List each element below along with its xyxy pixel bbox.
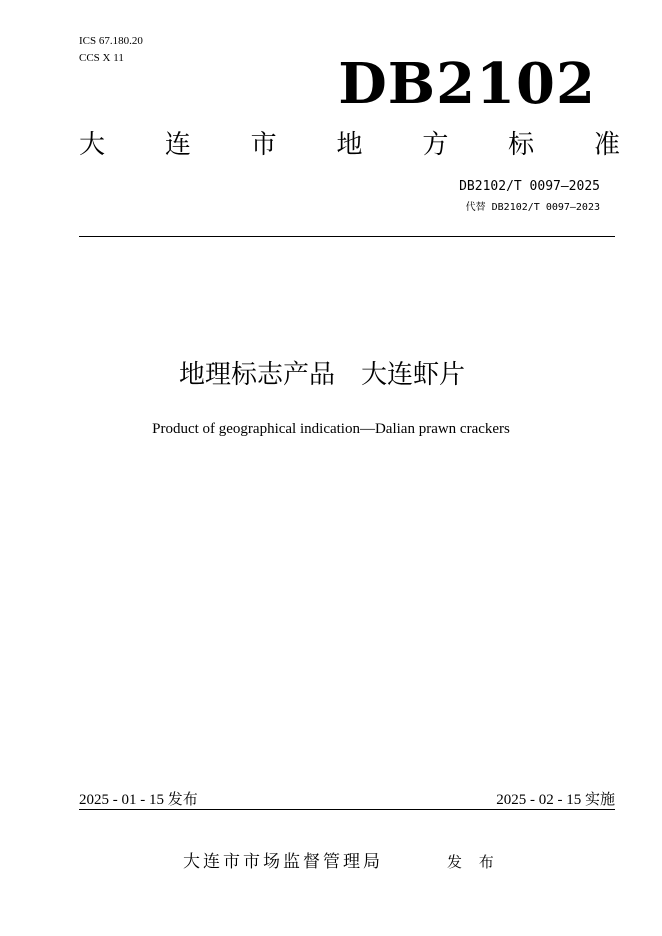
replaced-standard: 代替 DB2102/T 0097—2023	[465, 202, 600, 213]
document-title-chinese: 地理标志产品 大连虾片	[178, 360, 465, 390]
issuing-authority: 大连市市场监督管理局	[183, 852, 383, 872]
standard-type-char: 标	[508, 130, 535, 160]
publish-label: 发 布	[447, 853, 500, 871]
ccs-code: CCS X 11	[79, 52, 124, 64]
standard-type-char: 方	[422, 130, 449, 160]
footer-divider	[79, 809, 615, 810]
standard-number: DB2102/T 0097—2025	[459, 179, 600, 194]
standard-code-logo: DB2102	[338, 51, 596, 117]
ics-code: ICS 67.180.20	[79, 35, 143, 47]
standard-type-title	[79, 128, 620, 162]
header-divider	[79, 236, 615, 237]
standard-type-char: 准	[593, 130, 620, 160]
standard-type-char: 地	[336, 130, 363, 160]
standard-type-char: 大	[79, 130, 106, 160]
implementation-date: 2025 - 02 - 15 实施	[496, 792, 615, 808]
standard-type-char: 市	[250, 130, 277, 160]
document-title-english: Product of geographical indication—Dalian prawn crackers	[152, 421, 510, 437]
issue-date: 2025 - 01 - 15 发布	[79, 792, 198, 808]
standard-type-char: 连	[164, 130, 191, 160]
